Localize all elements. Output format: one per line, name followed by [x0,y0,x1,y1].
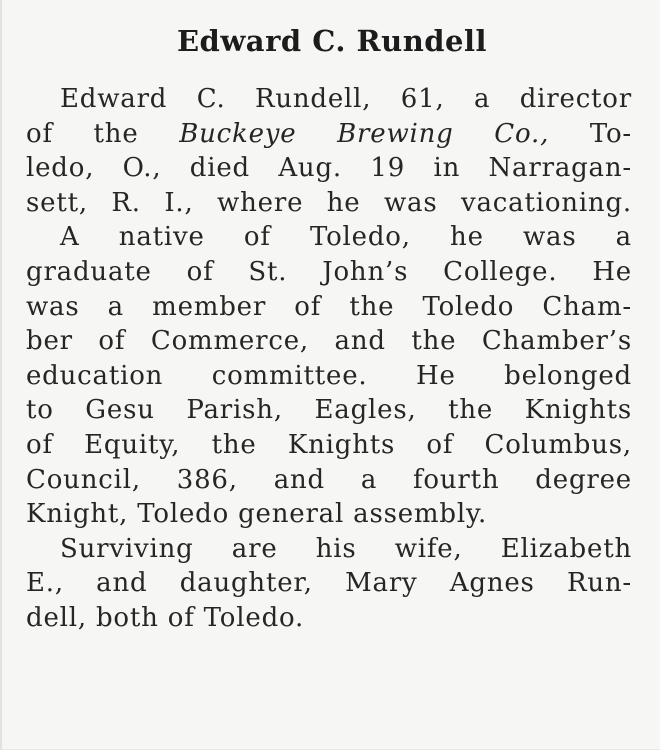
text-line: of Equity, the Knights of Columbus, [26,429,632,460]
text-line: to Gesu Parish, Eagles, the Knights [26,395,632,426]
text-line: Knight, Toledo general assembly. [26,499,488,530]
text-line: Edward C. Rundell, 61, a director [60,84,632,114]
text-line: dell, both of Toledo. [26,602,305,633]
text-line: ledo, O., died Aug. 19 in Narragan- [26,153,632,184]
text-run: of the [26,118,180,149]
text-line: A native of Toledo, he was a [60,222,632,253]
text-line: E., and daughter, Mary Agnes Run- [26,568,632,599]
text-line: education committee. He belonged [26,360,632,391]
paragraph [26,532,632,636]
text-line: Surviving are his wife, Elizabeth [60,533,632,564]
text-line: graduate of St. John’s College. He [26,256,632,287]
company-name: Buckeye Brewing Co., [179,118,550,149]
text-line: Council, 386, and a fourth degree [26,464,632,495]
paragraph [26,82,632,220]
text-line: sett, R. I., where he was vacationing. [26,187,632,218]
obituary-body [26,82,632,636]
text-line [26,117,632,152]
paragraph [26,220,632,531]
obituary-title: Edward C. Rundell [176,24,488,58]
text-line: ber of Commerce, and the Chamber’s [26,326,632,357]
text-line: was a member of the Toledo Cham- [26,291,632,322]
text-run: To- [549,118,632,149]
